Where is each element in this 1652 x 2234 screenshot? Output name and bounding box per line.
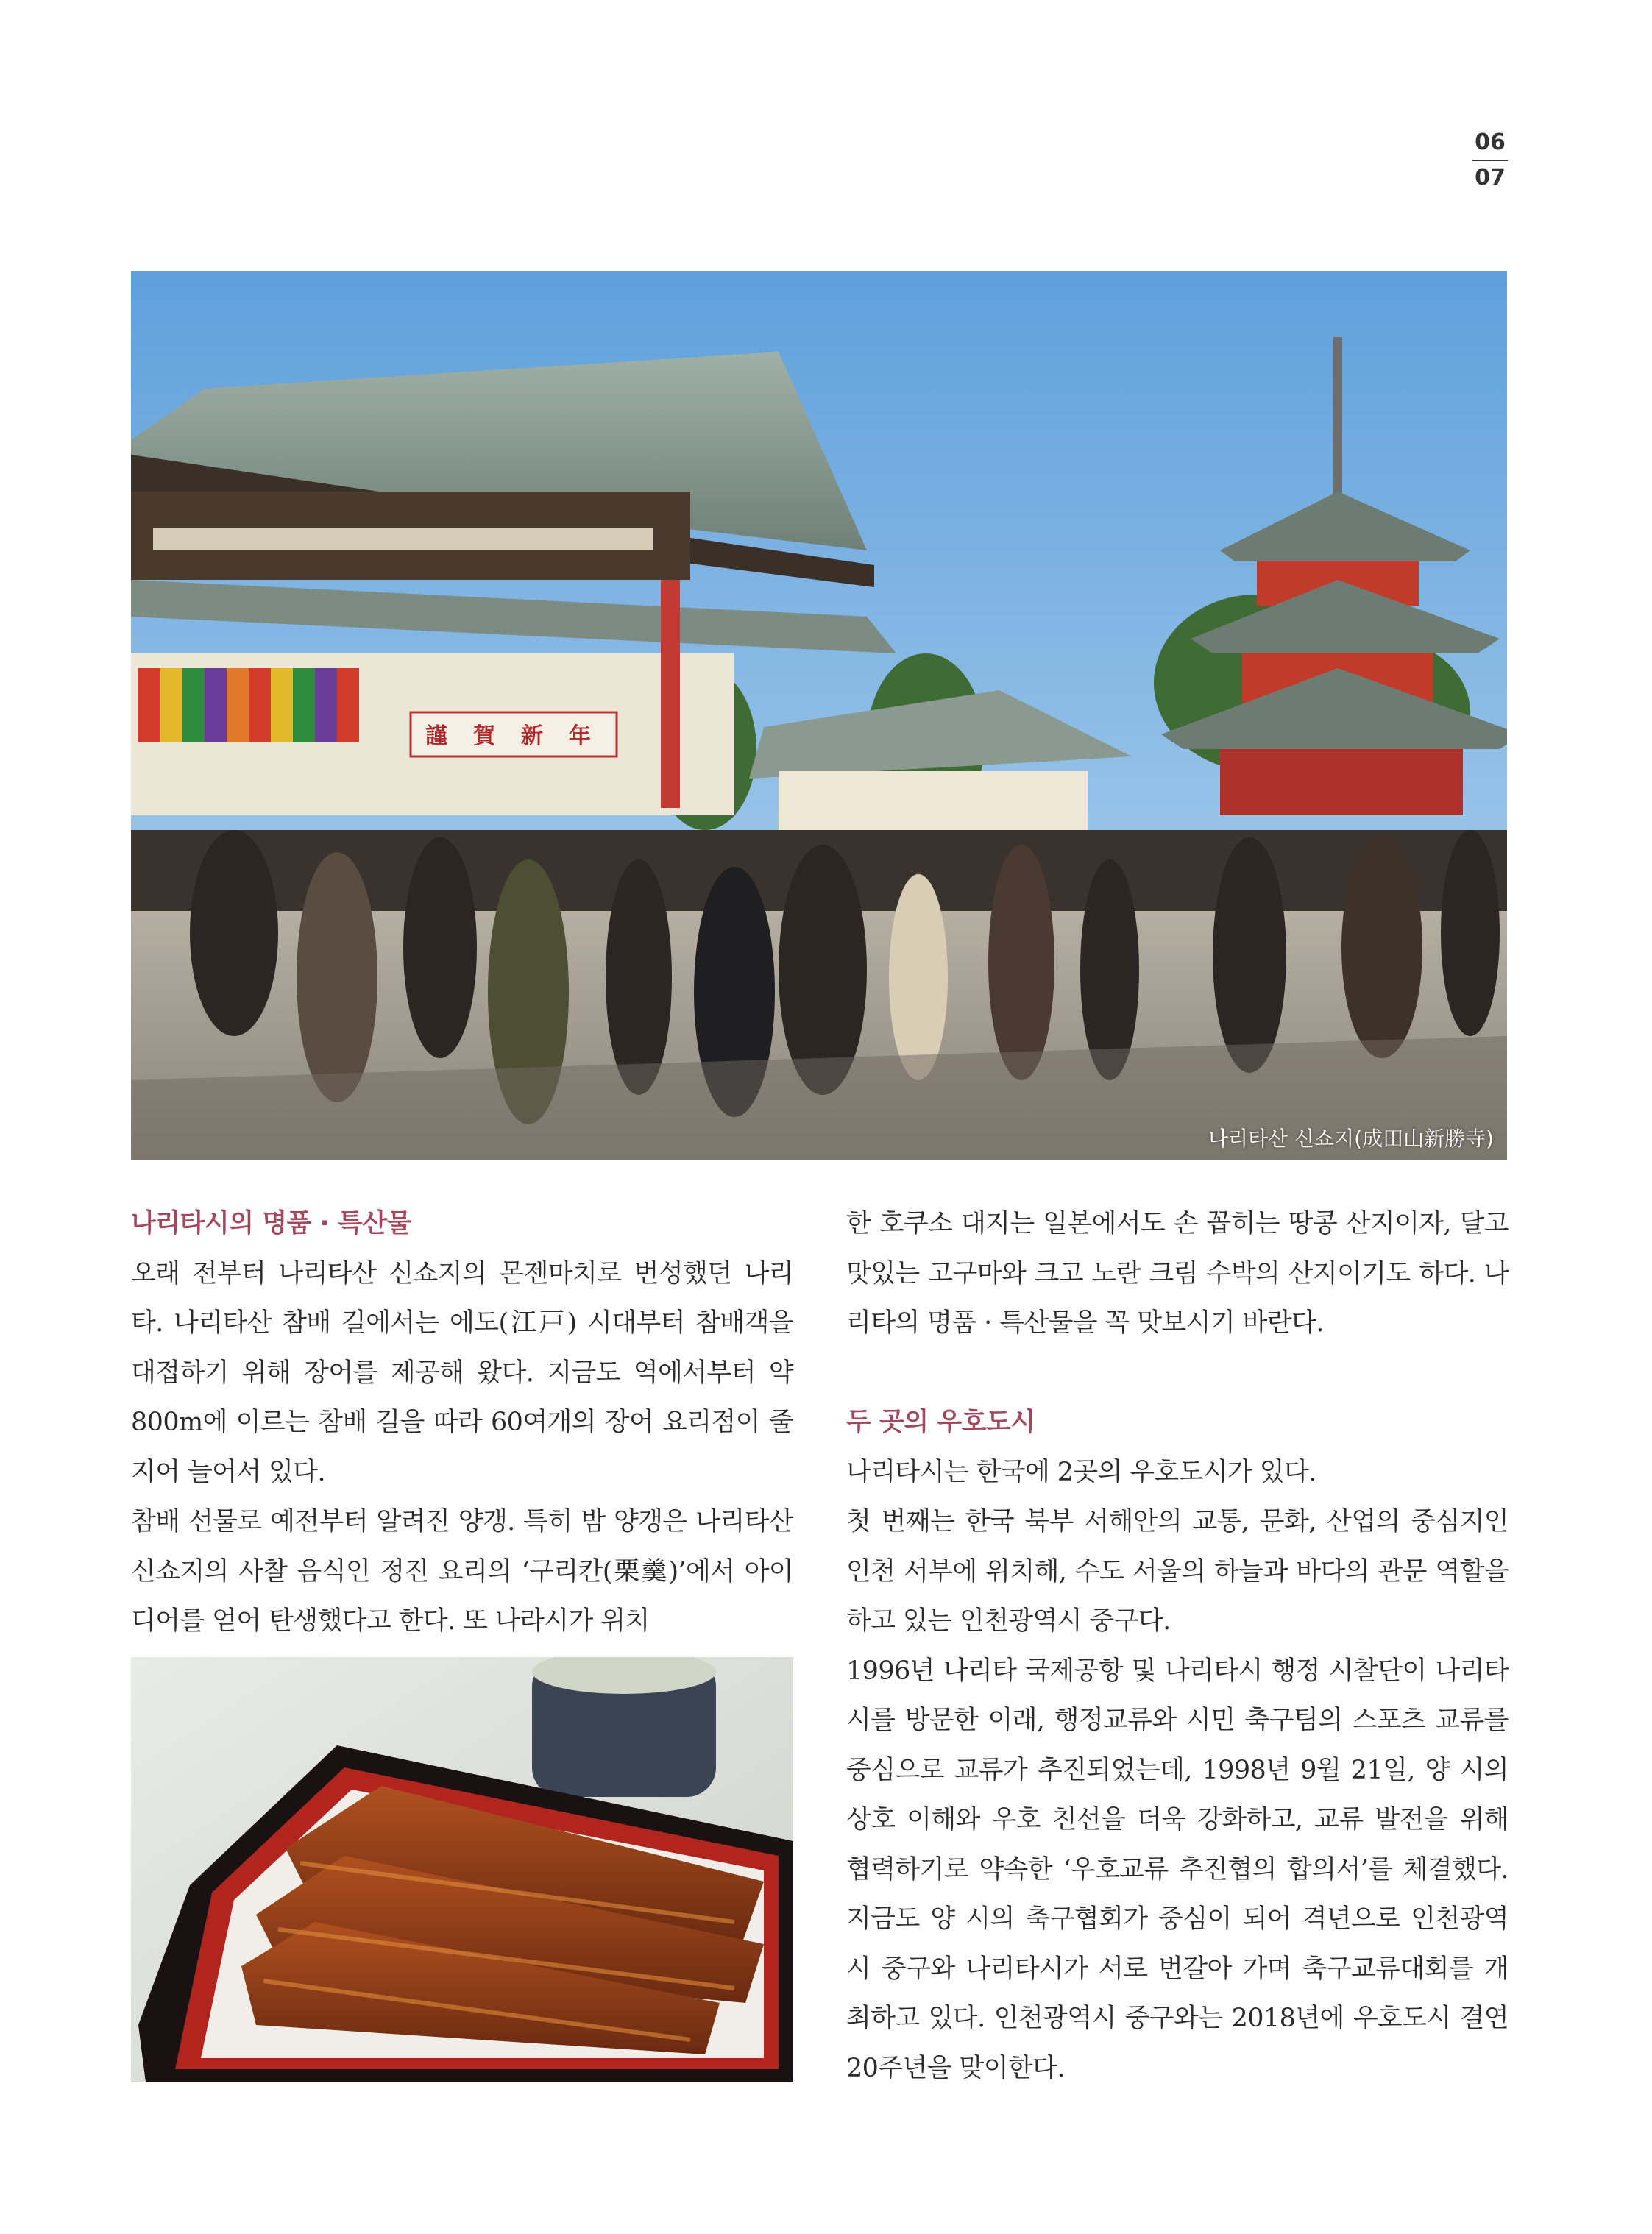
paragraph-hokuso: 한 호쿠소 대지는 일본에서도 손 꼽히는 땅콩 산지이자, 달고 맛있는 고구마와 크고 노란 크림 수박의 산지이기도 하다. 나리타의 명품 · 특산물을 꼭 맛보시기 바란다. bbox=[846, 1209, 1509, 1338]
temple-photo bbox=[131, 271, 1507, 1160]
eel-photo bbox=[131, 1657, 793, 2082]
tea-cup bbox=[532, 1657, 716, 1797]
paragraph-incheon-junggu: 첫 번째는 한국 북부 서해안의 교통, 문화, 산업의 중심지인 인천 서부에 위치해, 수도 서울의 하늘과 바다의 관문 역할을 하고 있는 인천광역시 중구다. bbox=[846, 1507, 1509, 1636]
paragraph-yokan: 참배 선물로 예전부터 알려진 양갱. 특히 밤 양갱은 나리타산 신쇼지의 사찰 음식인 정진 요리의 ‘구리칸(栗羹)’에서 아이디어를 얻어 탄생했다고 한다. 또 나라시가 위치 bbox=[131, 1507, 793, 1636]
svg-text:賀: 賀 bbox=[473, 723, 495, 749]
temple-illustration bbox=[131, 271, 1507, 1160]
svg-text:謹: 謹 bbox=[425, 723, 447, 749]
unagi-illustration bbox=[131, 1657, 793, 2082]
banner bbox=[661, 580, 680, 808]
right-column bbox=[846, 1199, 1509, 2093]
paragraph-exchange-history: 1996년 나리타 국제공항 및 나리타시 행정 시찰단이 나리타시를 방문한 이래, 행정교류와 시민 축구팀의 스포츠 교류를 중심으로 교류가 추진되었는데, 1998년 9월 21일, 양 시의 상호 이해와 우호 친선을 더욱 강화하고, 교류 발전을 위해 협력하기로 약속한 ‘우호교류 추진협의 합의서’를 체결했다. 지금도 양 시의 축구협회가 중심이 되어 격년으로 인천광역시 중구와 나리타시가 서로 번갈아 가며 축구교류대회를 개최하고 있다. 인천광역시 중구와는 2018년에 우호도시 결연 20주년을 맞이한다. bbox=[846, 1656, 1509, 2083]
page-number-left: 06 bbox=[1475, 130, 1506, 155]
photo-caption: 나리타산 신쇼지(成田山新勝寺) bbox=[1208, 1127, 1494, 1151]
left-column bbox=[131, 1199, 793, 1647]
page-numbers bbox=[1468, 127, 1512, 194]
section-heading-specialties: 나리타시의 명품 · 특산물 bbox=[131, 1209, 411, 1238]
paragraph-eel: 오래 전부터 나리타산 신쇼지의 몬젠마치로 번성했던 나리타. 나리타산 참배 길에서는 에도(江戸) 시대부터 참배객을 대접하기 위해 장어를 제공해 왔다. 지금도 역에서부터 약 800m에 이르는 참배 길을 따라 60여개의 장어 요리점이 줄지어 늘어서 있다. bbox=[131, 1258, 793, 1487]
spacer bbox=[846, 1349, 1509, 1399]
curtains bbox=[138, 668, 359, 742]
page-number-right: 07 bbox=[1475, 165, 1506, 191]
page-number-divider bbox=[1472, 160, 1508, 161]
svg-text:新: 新 bbox=[521, 723, 543, 749]
svg-text:年: 年 bbox=[569, 723, 591, 749]
paragraph-sister-cities-intro: 나리타시는 한국에 2곳의 우호도시가 있다. bbox=[846, 1457, 1316, 1487]
section-heading-sister-cities: 두 곳의 우호도시 bbox=[846, 1408, 1035, 1437]
